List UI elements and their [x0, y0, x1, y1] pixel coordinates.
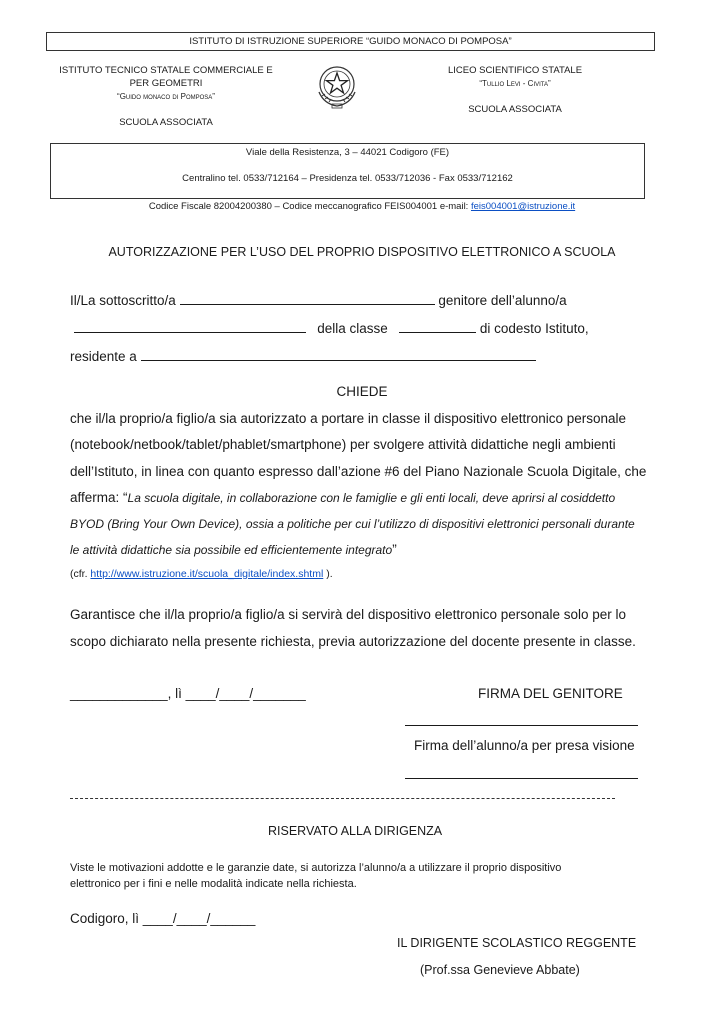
quote-close: ”: [392, 542, 397, 557]
quote-line-3: le attività didattiche sia possibile ed efficientemente integrato: [70, 543, 393, 557]
codes-text: Codice Fiscale 82004200380 – Codice meccanografico FEIS004001 e-mail:: [148, 201, 471, 212]
parent-name-field[interactable]: [180, 292, 435, 305]
residence-label: residente a: [70, 349, 137, 364]
left-school-status: SCUOLA ASSOCIATA: [119, 117, 213, 128]
quote-line-3-wrap: [70, 542, 397, 557]
contact-box: [50, 143, 645, 199]
cut-separator: [70, 798, 615, 799]
left-school-name: ISTITUTO TECNICO STATALE COMMERCIALE E PER GEOMETRI: [59, 65, 273, 89]
email-link[interactable]: feis004001@istruzione.it: [470, 201, 576, 212]
reference-link[interactable]: http://www.istruzione.it/scuola_digitale/index.shtml: [90, 568, 324, 580]
right-school-name: LICEO SCIENTIFICO STATALE: [447, 65, 583, 76]
guardian-label: genitore dell’alunno/a: [438, 293, 567, 308]
office-text-2: elettronico per i fini e nelle modalità indicate nella richiesta.: [70, 878, 357, 890]
institute-name: ISTITUTO DI ISTRUZIONE SUPERIORE “GUIDO MONACO DI POMPOSA”: [189, 36, 512, 47]
student-name-field[interactable]: [74, 320, 306, 333]
form-line-parent: [70, 292, 567, 308]
office-text-1: Viste le motivazioni addotte e le garanzie date, si autorizza l’alunno/a a utilizzare il proprio dispositivo: [70, 862, 562, 874]
form-line-student: [74, 320, 589, 336]
address: Viale della Resistenza, 3 – 44021 Codigoro (FE): [245, 147, 450, 158]
principal-name: (Prof.ssa Genevieve Abbate): [420, 963, 580, 977]
reference-lead: (cfr.: [70, 568, 91, 580]
principal-role: IL DIRIGENTE SCOLASTICO REGGENTE: [397, 936, 637, 950]
institute-banner: [46, 32, 655, 51]
class-field[interactable]: [399, 320, 476, 333]
student-signature-line[interactable]: [405, 778, 638, 779]
body-line-1: che il/la proprio/a figlio/a sia autorizzato a portare in classe il dispositivo elettronico personale: [70, 411, 627, 426]
institute-label: di codesto Istituto,: [479, 321, 589, 336]
body-line-2: (notebook/netbook/tablet/phablet/smartphone) per svolgere attività didattiche negli ambienti: [70, 437, 616, 452]
reference-tail: ).: [323, 568, 333, 580]
office-place-date[interactable]: Codigoro, lì ____/____/______: [70, 911, 256, 926]
form-line-residence: [70, 348, 536, 364]
guarantee-line-1: Garantisce che il/la proprio/a figlio/a si servirà del dispositivo elettronico personale solo per lo: [70, 607, 627, 622]
right-school-title: “Tullio Levi - Civita”: [479, 79, 551, 88]
parent-label: Il/La sottoscritto/a: [70, 293, 176, 308]
italian-republic-emblem-icon: [314, 62, 360, 110]
office-heading: RISERVATO ALLA DIRIGENZA: [268, 824, 443, 838]
right-school-status: SCUOLA ASSOCIATA: [468, 104, 562, 115]
body-line-4: [70, 490, 615, 505]
parent-signature-line[interactable]: [405, 725, 638, 726]
right-school-block: [420, 64, 610, 116]
quote-line-2: BYOD (Bring Your Own Device), ossia a politiche per cui l’utilizzo di dispositivi elettronici personali durante: [70, 517, 635, 531]
residence-field[interactable]: [141, 348, 536, 361]
reference-line: [70, 568, 333, 580]
phone-numbers: Centralino tel. 0533/712164 – Presidenza tel. 0533/712036 - Fax 0533/712162: [182, 173, 513, 184]
class-label: della classe: [317, 321, 388, 336]
left-school-title: “Guido monaco di Pomposa”: [117, 92, 215, 101]
parent-signature-label: FIRMA DEL GENITORE: [478, 686, 623, 701]
fiscal-codes: [0, 201, 724, 212]
place-date-field[interactable]: _____________, lì ____/____/_______: [70, 686, 306, 701]
request-heading: CHIEDE: [336, 384, 388, 399]
left-school-block: [52, 64, 280, 129]
document-title: AUTORIZZAZIONE PER L’USO DEL PROPRIO DISPOSITIVO ELETTRONICO A SCUOLA: [108, 245, 616, 259]
quote-lead: afferma: “: [70, 490, 128, 505]
guarantee-line-2: scopo dichiarato nella presente richiesta, previa autorizzazione del docente presente in classe.: [70, 634, 636, 649]
quote-line-1: La scuola digitale, in collaborazione con le famiglie e gli enti locali, deve aprirsi al cosiddetto: [127, 491, 616, 505]
student-signature-label: Firma dell’alunno/a per presa visione: [414, 738, 635, 753]
body-line-3: dell’Istituto, in linea con quanto espresso dall’azione #6 del Piano Nazionale Scuola Digitale, che: [70, 464, 647, 479]
